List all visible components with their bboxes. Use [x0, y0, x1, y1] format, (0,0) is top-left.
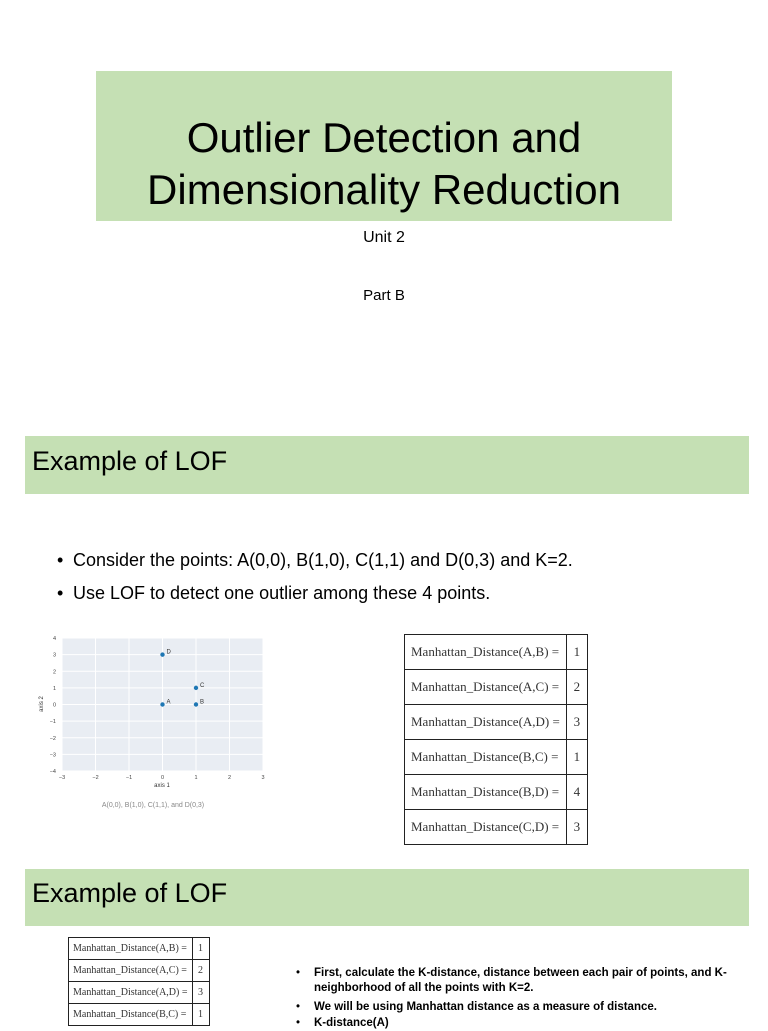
x-tick-label: 0: [160, 775, 165, 781]
x-axis-label: axis 1: [154, 783, 170, 789]
point-label: A: [166, 699, 171, 706]
distance-label: Manhattan_Distance(A,C) =: [69, 960, 193, 982]
bullet-dot-icon: •: [296, 1001, 301, 1013]
distance-label: Manhattan_Distance(A,C) =: [405, 670, 567, 705]
y-tick-label: −1: [49, 719, 56, 726]
x-tick-label: −1: [125, 775, 133, 781]
point-label: C: [200, 682, 205, 689]
x-tick-label: 2: [227, 775, 232, 781]
y-tick-labels: [50, 636, 56, 775]
section-header: Example of LOF: [32, 878, 228, 908]
distance-label: Manhattan_Distance(C,D) =: [405, 810, 567, 845]
bullet-item: [296, 966, 758, 996]
unit-label: Unit 2: [363, 229, 405, 246]
x-tick-label: 3: [261, 775, 265, 781]
bullet-text: We will be using Manhattan distance as a measure of distance.: [314, 1001, 657, 1013]
distance-table: [404, 634, 588, 845]
distance-value: 3: [192, 982, 209, 1004]
data-point-C: [194, 686, 198, 690]
table-row: [405, 775, 588, 810]
data-point-B: [194, 702, 198, 706]
y-tick-label: −3: [49, 752, 56, 759]
distance-value: 1: [192, 1004, 209, 1026]
distance-value: 1: [192, 938, 209, 960]
scatter-plot: [34, 633, 274, 818]
distance-label: Manhattan_Distance(A,D) =: [405, 705, 567, 740]
y-tick-label: 4: [52, 636, 56, 642]
table-row: [405, 810, 588, 845]
data-point-A: [160, 702, 164, 706]
distance-value: 1: [566, 635, 587, 670]
y-axis-label: axis 2: [39, 696, 45, 712]
bullet-text: K-distance(A): [314, 1017, 389, 1029]
data-point-D: [160, 652, 164, 656]
bullet-dot-icon: •: [57, 550, 64, 570]
distance-label: Manhattan_Distance(A,B) =: [405, 635, 567, 670]
y-tick-label: 0: [52, 702, 56, 709]
distance-value: 3: [566, 810, 587, 845]
y-tick-label: 3: [52, 652, 56, 659]
table-row: [405, 635, 588, 670]
point-label: B: [200, 699, 205, 706]
slide-title-line2: Dimensionality Reduction: [147, 166, 621, 213]
chart-caption: A(0,0), B(1,0), C(1,1), and D(0,3): [101, 802, 205, 809]
section-header: Example of LOF: [32, 446, 228, 476]
distance-value: 4: [566, 775, 587, 810]
part-label: Part B: [363, 287, 405, 304]
y-tick-label: 2: [52, 669, 56, 676]
distance-value: 1: [566, 740, 587, 775]
y-tick-label: −2: [49, 735, 56, 742]
table-row: [69, 960, 210, 982]
x-tick-label: −2: [92, 775, 99, 781]
distance-value: 2: [566, 670, 587, 705]
bullet-item: [57, 550, 573, 571]
distance-label: Manhattan_Distance(A,D) =: [69, 982, 193, 1004]
bullet-item: [296, 1000, 758, 1015]
distance-label: Manhattan_Distance(B,C) =: [405, 740, 567, 775]
point-label: D: [166, 649, 171, 656]
table-row: [69, 938, 210, 960]
bullet-text: First, calculate the K-distance, distance between each pair of points, and K-neighborhood of all the points with K=2.: [314, 967, 727, 994]
table-row: [69, 982, 210, 1004]
y-tick-label: −4: [49, 769, 56, 775]
bullet-text: Consider the points: A(0,0), B(1,0), C(1,1) and D(0,3) and K=2.: [73, 550, 573, 570]
distance-label: Manhattan_Distance(B,C) =: [69, 1004, 193, 1026]
distance-label: Manhattan_Distance(B,D) =: [405, 775, 567, 810]
distance-value: 3: [566, 705, 587, 740]
x-tick-label: 1: [194, 775, 198, 781]
distance-table-small: [68, 937, 210, 1026]
bullet-text: Use LOF to detect one outlier among these 4 points.: [73, 583, 491, 603]
bullet-dot-icon: •: [296, 1017, 301, 1029]
bullet-dot-icon: •: [57, 583, 64, 603]
table-row: [405, 740, 588, 775]
slide-title-line1: Outlier Detection and: [186, 114, 582, 161]
x-tick-label: −3: [58, 775, 66, 781]
table-row: [405, 705, 588, 740]
bullet-dot-icon: •: [296, 967, 301, 979]
y-tick-label: 1: [52, 685, 56, 692]
distance-label: Manhattan_Distance(A,B) =: [69, 938, 193, 960]
x-tick-labels: [59, 775, 265, 781]
distance-value: 2: [192, 960, 209, 982]
table-row: [405, 670, 588, 705]
bullet-item: [57, 583, 490, 604]
table-row: [69, 1004, 210, 1026]
slide-title: [96, 112, 672, 216]
